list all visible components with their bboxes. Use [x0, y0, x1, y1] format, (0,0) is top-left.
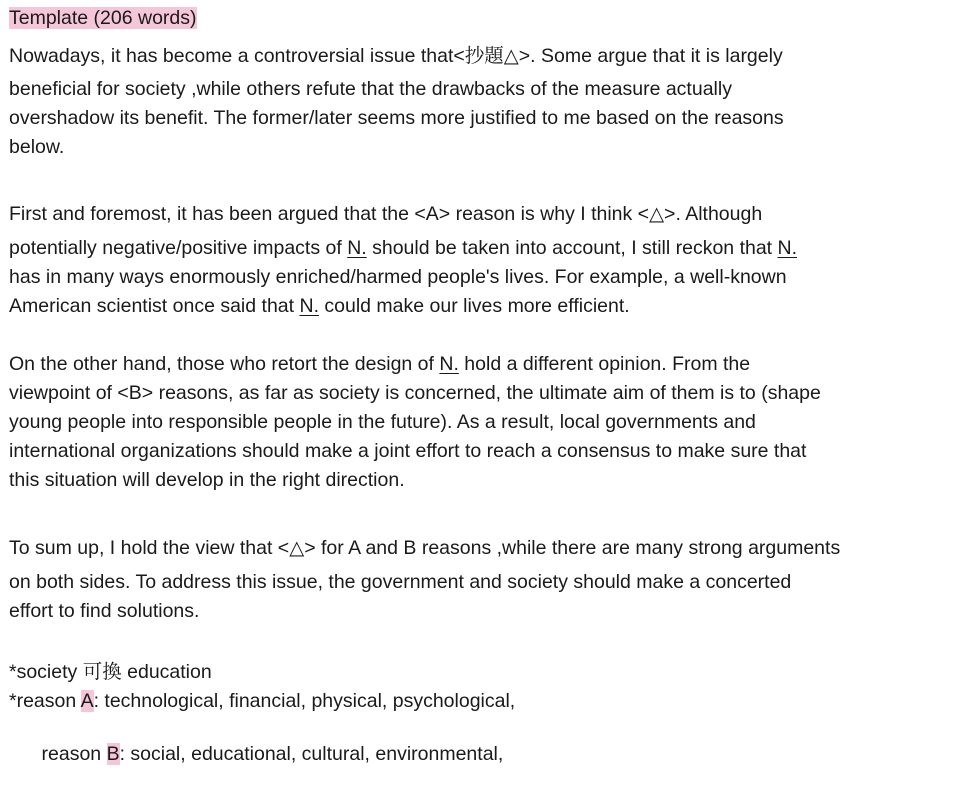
text: On the other hand, those who retort the design of — [9, 353, 440, 375]
text-cjk: 抄題△ — [464, 44, 519, 67]
text: : social, educational, cultural, environmental, — [119, 743, 504, 765]
text: education — [121, 661, 212, 683]
p3-line-1 — [9, 352, 750, 376]
note-reason-a — [9, 689, 515, 713]
p3-line-4: international organizations should make a joint effort to reach a consensus to make sure that — [9, 440, 807, 462]
p2-line-3: has in many ways enormously enriched/harmed people's lives. For example, a well-known — [9, 266, 787, 288]
reason-a-highlight: A — [80, 690, 94, 712]
p1-line-1 — [9, 44, 783, 68]
text: should be taken into account, I still reckon that — [366, 237, 778, 259]
p3-line-2: viewpoint of <B> reasons, as far as society is concerned, the ultimate aim of them is to (shape — [9, 382, 821, 404]
p3-line-3: young people into responsible people in the future). As a result, local governments and — [9, 411, 756, 433]
note-society — [9, 660, 212, 684]
note-reason-b — [9, 718, 503, 790]
text: hold a different opinion. From the — [458, 353, 751, 375]
title-highlight: Template (206 words) — [9, 7, 197, 29]
text: : technological, financial, physical, psychological, — [93, 690, 516, 712]
underlined-n: N. — [439, 353, 459, 375]
p2-line-4 — [9, 294, 630, 318]
p1-line-3: overshadow its benefit. The former/later seems more justified to me based on the reasons — [9, 107, 784, 129]
text: Nowadays, it has become a controversial issue that< — [9, 45, 465, 67]
text: reason — [30, 743, 107, 765]
p4-line-1: To sum up, I hold the view that <△> for A and B reasons ,while there are many strong arguments — [9, 537, 841, 559]
text: *reason — [9, 690, 81, 712]
p2-line-2 — [9, 236, 797, 260]
text: could make our lives more efficient. — [318, 295, 630, 317]
p4-line-2: on both sides. To address this issue, the government and society should make a concerted — [9, 571, 792, 593]
underlined-n: N. — [347, 237, 367, 259]
p1-line-2: beneficial for society ,while others refute that the drawbacks of the measure actually — [9, 78, 732, 100]
p3-line-5: this situation will develop in the right direction. — [9, 469, 405, 491]
text: >. Some argue that it is largely — [518, 45, 783, 67]
text: potentially negative/positive impacts of — [9, 237, 348, 259]
reason-b-highlight: B — [106, 743, 120, 765]
underlined-n: N. — [777, 237, 798, 259]
p2-line-1: First and foremost, it has been argued that the <A> reason is why I think <△>. Although — [9, 203, 763, 225]
underlined-n: N. — [299, 295, 319, 317]
text: American scientist once said that — [9, 295, 300, 317]
p1-line-4: below. — [9, 136, 65, 158]
text: *society — [9, 661, 83, 683]
p4-line-3: effort to find solutions. — [9, 600, 200, 622]
document-title — [9, 6, 197, 30]
text-cjk: 可換 — [82, 660, 122, 683]
